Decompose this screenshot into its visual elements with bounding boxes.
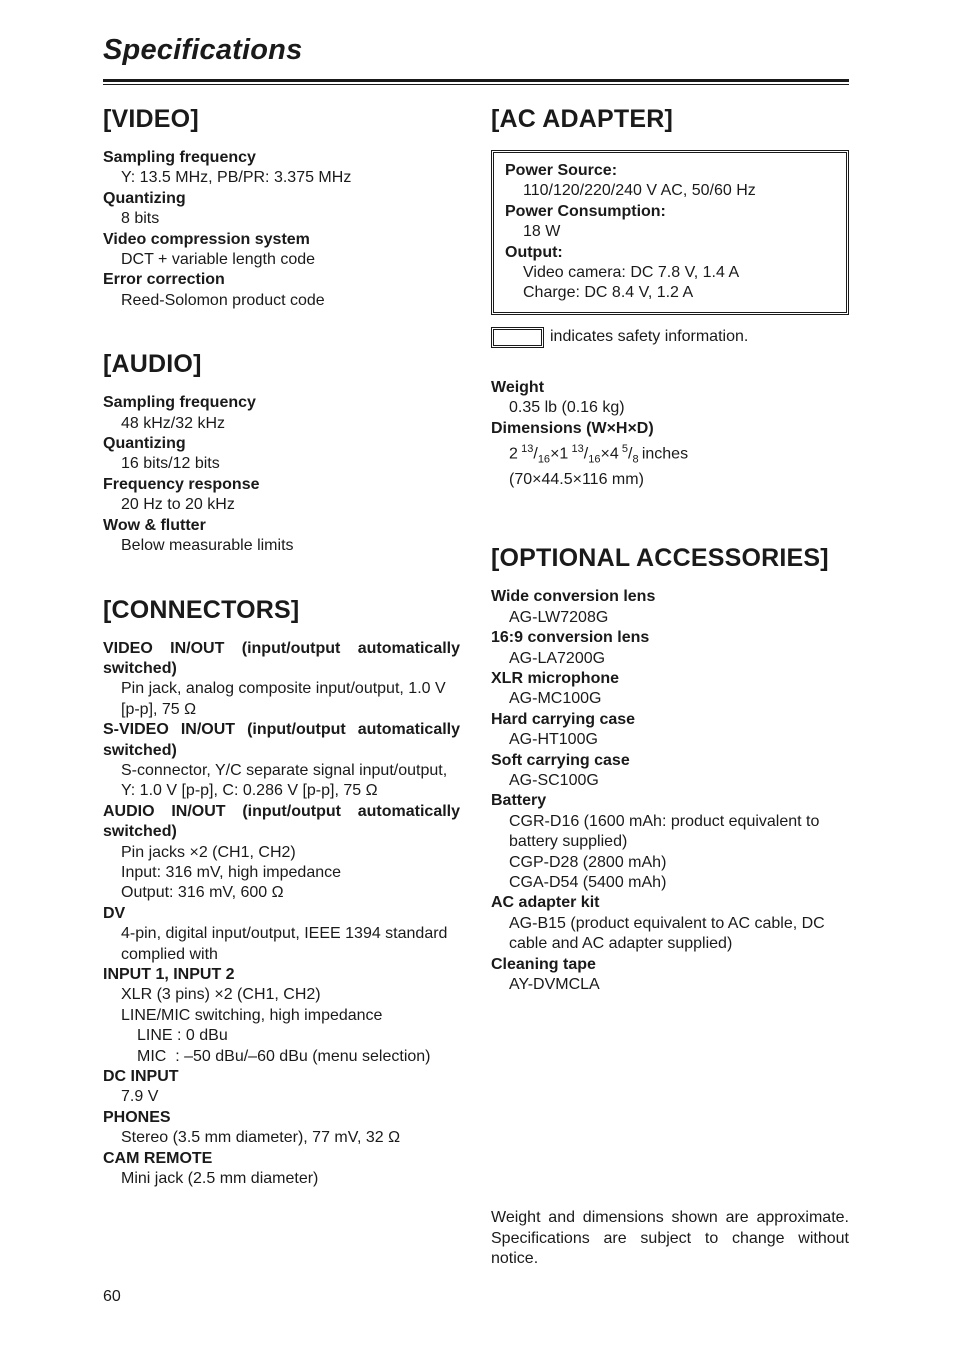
spec-item [491,955,849,996]
spec-item [103,904,460,965]
spec-value: Pin jack, analog composite input/output, 1.0 V [p-p], 75 Ω [121,680,446,718]
safety-info-box [491,150,849,315]
left-column [103,104,460,1227]
spec-label: Frequency response [103,475,260,493]
spec-value: AG-MC100G [509,690,602,708]
spec-value: 20 Hz to 20 kHz [121,496,235,514]
spec-value: 7.9 V [121,1088,159,1106]
spec-value: Output: 316 mV, 600 Ω [121,884,284,902]
spec-item [505,243,836,304]
spec-label: Cleaning tape [491,955,596,973]
spec-value: AY-DVMCLA [509,976,600,994]
spec-subvalue: LINE : 0 dBu [137,1027,228,1045]
spec-label: Error correction [103,271,225,289]
weight-dimensions [491,378,849,491]
spec-label: Power Source: [505,162,618,179]
dim-whole: 2 [509,445,518,463]
weight-label: Weight [491,378,545,396]
spec-item [103,475,460,516]
ac-adapter-heading: [AC ADAPTER] [491,105,674,133]
spec-value: 48 kHz/32 kHz [121,414,226,432]
spec-item [491,628,849,669]
dim-whole: 4 [609,445,619,463]
dim-whole: 1 [559,445,569,463]
spec-item [103,230,460,271]
safety-legend [491,327,849,348]
spec-value: 4-pin, digital input/output, IEEE 1394 standard complied with [121,925,448,963]
safety-legend-box [491,327,544,348]
spec-value: 18 W [523,223,561,241]
spec-item [103,1067,460,1108]
spec-label: S-VIDEO IN/OUT (input/output automatically switched) [103,721,460,759]
spec-value: 8 bits [121,210,160,228]
spec-value: Video camera: DC 7.8 V, 1.4 A [523,264,740,282]
spec-value: Input: 316 mV, high impedance [121,863,342,881]
connectors-heading: [CONNECTORS] [103,595,300,624]
spec-item [505,202,836,243]
spec-label: Quantizing [103,189,186,207]
spec-label: Power Consumption: [505,202,666,220]
spec-item [491,893,849,954]
spec-value: Reed-Solomon product code [121,291,325,309]
spec-value: Pin jacks ×2 (CH1, CH2) [121,843,296,861]
audio-heading: [AUDIO] [103,350,202,379]
spec-value: S-connector, Y/C separate signal input/output, Y: 1.0 V [p-p], C: 0.286 V [p-p], 75 Ω [121,761,448,800]
dim-denominator: 8 [632,453,639,466]
dim-denominator: 16 [537,453,551,466]
video-heading: [VIDEO] [103,105,199,133]
dimensions-value-inches: 2 $^{13}/_{16}\times 1$ $^{13}/_{16}\times 4$ $^5/_8$ inches [509,443,689,466]
dim-times: × [550,445,560,463]
spec-value: 110/120/220/240 V AC, 50/60 Hz [523,182,756,200]
spec-value: Below measurable limits [121,537,294,555]
spec-label: VIDEO IN/OUT (input/output automatically switched) [103,639,460,677]
spec-label: XLR microphone [491,670,620,688]
spec-value: Stereo (3.5 mm diameter), 77 mV, 32 Ω [121,1129,401,1147]
spec-value: LINE/MIC switching, high impedance [121,1006,383,1024]
optional-accessories-heading: [OPTIONAL ACCESSORIES] [491,544,829,573]
page-number: 60 [103,1288,121,1305]
dim-numerator: 5 [621,443,629,456]
spec-item [103,1108,460,1149]
spec-value: XLR (3 pins) ×2 (CH1, CH2) [121,986,321,1004]
spec-value: AG-SC100G [509,772,599,790]
spec-item [103,393,460,434]
dim-times: × [600,445,610,463]
spec-value: CGR-D16 (1600 mAh: product equivalent to battery supplied) [509,812,820,851]
connectors-section [103,595,460,1190]
dimensions-value-mm: (70×44.5×116 mm) [509,470,644,488]
spec-label: Sampling frequency [103,394,256,412]
spec-label: 16:9 conversion lens [491,629,650,647]
spec-label: DV [103,904,126,922]
spec-label: Sampling frequency [103,149,256,166]
spec-value: AG-LW7208G [509,608,609,626]
spec-item [103,639,460,721]
spec-subvalue: MIC : –50 dBu/–60 dBu (menu selection) [137,1047,431,1065]
spec-item [103,434,460,475]
spec-label: Soft carrying case [491,751,630,769]
spec-item [103,720,460,802]
dim-unit: inches [641,445,689,463]
footnote: Weight and dimensions shown are approximate. Specifications are subject to change without notice. [491,1209,849,1267]
title-rule-thin [103,84,849,85]
spec-label: Battery [491,792,547,810]
spec-value: AG-B15 (product equivalent to AC cable, DC cable and AC adapter supplied) [509,914,825,953]
spec-value: DCT + variable length code [121,251,316,269]
dim-numerator: 13 [521,443,534,456]
spec-value: Y: 13.5 MHz, PB/PR: 3.375 MHz [121,169,352,187]
spec-label: Video compression system [103,230,310,248]
spec-item [491,587,849,628]
page-title: Specifications [103,34,303,66]
audio-section [103,349,460,556]
spec-label: INPUT 1, INPUT 2 [103,966,235,983]
spec-item [103,148,460,189]
spec-item [491,710,849,751]
spec-label: AC adapter kit [491,894,600,912]
spec-value: 16 bits/12 bits [121,455,220,473]
spec-label: DC INPUT [103,1068,179,1086]
spec-value: CGP-D28 (2800 mAh) [509,853,667,871]
spec-label: AUDIO IN/OUT (input/output automatically switched) [103,802,460,841]
dimensions-label: Dimensions (W×H×D) [491,419,654,437]
spec-item [491,751,849,792]
safety-legend-text: indicates safety information. [550,328,749,346]
weight-value: 0.35 lb (0.16 kg) [509,399,625,417]
spec-label: Hard carrying case [491,710,636,728]
spec-item [103,802,460,904]
spec-item [103,965,460,1067]
spec-value: AG-HT100G [509,731,598,749]
spec-value: Mini jack (2.5 mm diameter) [121,1170,319,1188]
optional-accessories-section [491,543,849,995]
spec-label: CAM REMOTE [103,1149,213,1167]
right-column [491,104,849,996]
spec-label: Output: [505,243,563,261]
spec-label: PHONES [103,1108,171,1126]
spec-value: AG-LA7200G [509,649,606,667]
ac-adapter-section [491,104,849,348]
spec-item [505,161,836,202]
spec-label: Wide conversion lens [491,588,656,606]
spec-label: Quantizing [103,435,186,453]
spec-item [103,189,460,230]
title-rule-thick [103,79,849,82]
spec-item [103,516,460,557]
spec-value: CGA-D54 (5400 mAh) [509,874,667,892]
spec-label: Wow & flutter [103,516,206,534]
spec-value: Charge: DC 8.4 V, 1.2 A [523,284,694,302]
spec-item [491,669,849,710]
spec-item [103,1149,460,1190]
spec-item [103,270,460,311]
dim-denominator: 16 [588,453,601,466]
dim-numerator: 13 [571,443,584,456]
spec-item [491,791,849,893]
video-section [103,104,460,311]
